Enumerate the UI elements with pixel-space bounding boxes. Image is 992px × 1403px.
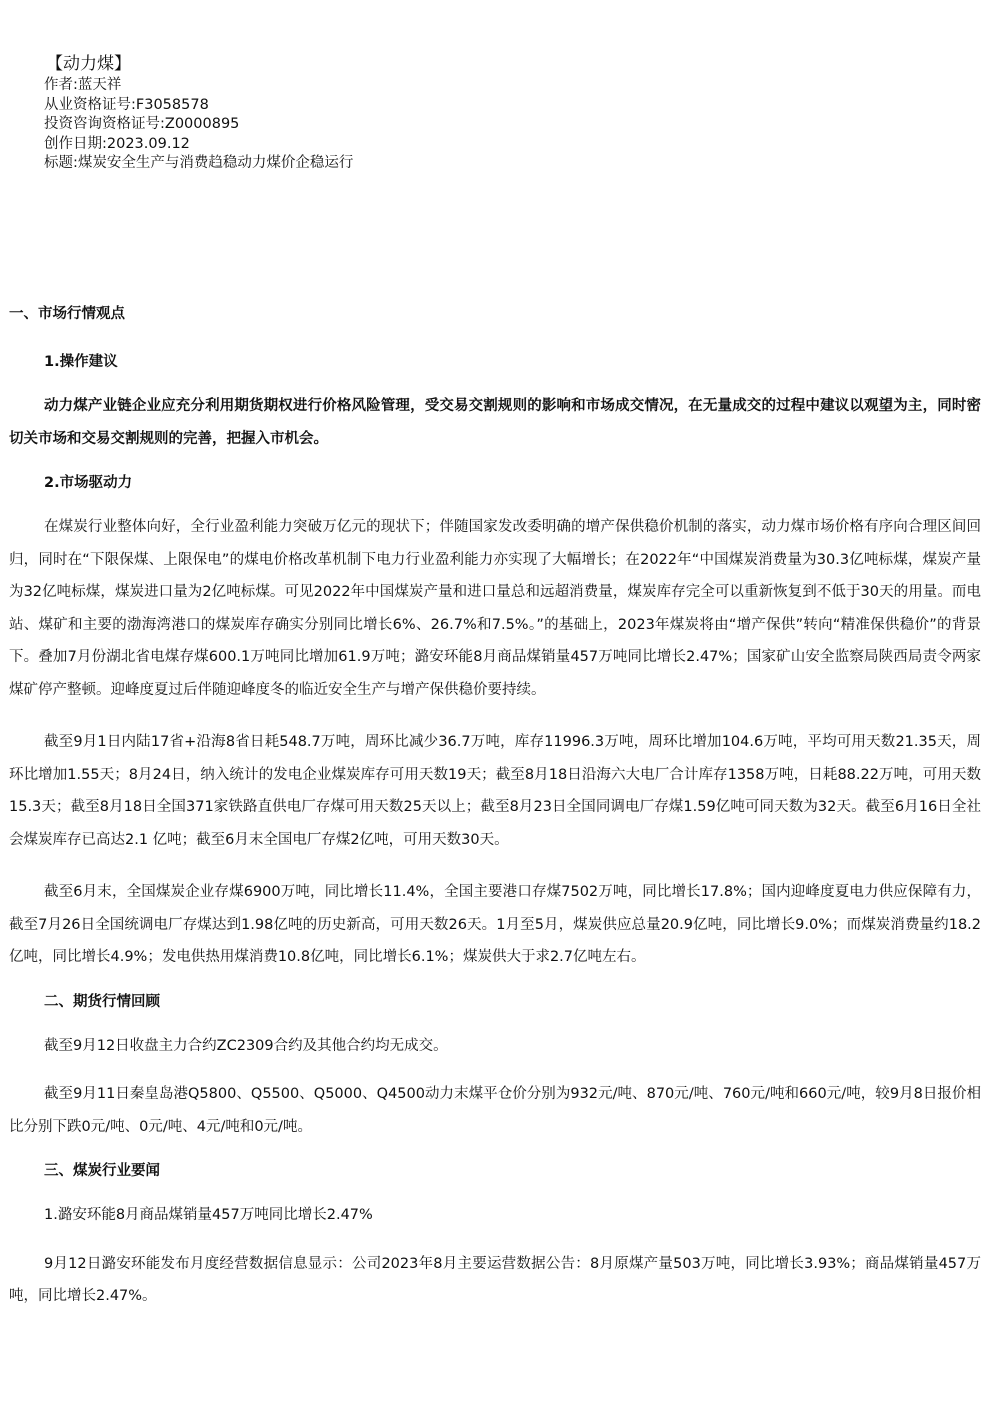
author-line: 作者:蓝天祥 (44, 77, 122, 93)
document-body (9, 302, 981, 1313)
document-header (44, 52, 353, 174)
consulting-cert-line: 投资咨询资格证号:Z0000895 (44, 116, 240, 132)
section-heading-futures-review: 二、期货行情回顾 (44, 993, 160, 1010)
subheading-market-drivers: 2.市场驱动力 (44, 475, 133, 491)
report-title-line: 标题:煤炭安全生产与消费趋稳动力煤价企稳运行 (44, 155, 354, 171)
section-heading-industry-news: 三、煤炭行业要闻 (44, 1163, 160, 1179)
category-tag: 【动力煤】 (46, 54, 131, 74)
futures-review-paragraph-2: 截至9月11日秦皇岛港Q5800、Q5500、Q5000、Q4500动力末煤平仓价分别为932元/吨、870元/吨、760元/吨和660元/吨，较9月8日报价相比分别下跌0元/吨、0元/吨、4元/吨和0元/吨。 (9, 1086, 981, 1135)
subheading-operation-advice: 1.操作建议 (44, 354, 118, 370)
news-item-1-body: 9月12日潞安环能发布月度经营数据信息显示：公司2023年8月主要运营数据公告：8月原煤产量503万吨，同比增长3.93%；商品煤销量457万吨，同比增长2.47%。 (9, 1255, 981, 1304)
section-heading-market-view: 一、市场行情观点 (9, 306, 125, 322)
practice-cert-line: 从业资格证号:F3058578 (44, 96, 209, 113)
market-drivers-paragraph-1: 在煤炭行业整体向好，全行业盈利能力突破万亿元的现状下；伴随国家发改委明确的增产保供稳价机制的落实，动力煤市场价格有序向合理区间回归，同时在“下限保煤、上限保电”的煤电价格改革机制下电力行业盈利能力亦实现了大幅增长；在2022年“中国煤炭消费量为30.3亿吨标煤，煤炭产量为32亿吨标煤，煤炭进口量为2亿吨标煤。可见2022年中国煤炭产量和进口量总和远超消费量，煤炭库存完全可以重新恢复到不低于30天的用量。而电站、煤矿和主要的渤海湾港口的煤炭库存确实分别同比增长6%、26.7%和7.5%。”的基础上，2023年煤炭将由“增产保供”转向“精准保供稳价”的背景下。叠加7月份湖北省电煤存煤600.1万吨同比增加61.9万吨；潞安环能8月商品煤销量457万吨同比增长2.47%；国家矿山安全监察局陕西局责令两家煤矿停产整顿。迎峰度夏过后伴随迎峰度冬的临近安全生产与增产保供稳价要持续。 (9, 519, 981, 698)
operation-advice-paragraph: 动力煤产业链企业应充分利用期货期权进行价格风险管理，受交易交割规则的影响和市场成交情况，在无量成交的过程中建议以观望为主，同时密切关市场和交易交割规则的完善，把握入市机会。 (9, 398, 981, 447)
futures-review-paragraph-1: 截至9月12日收盘主力合约ZC2309合约及其他合约均无成交。 (44, 1037, 448, 1054)
news-item-1-title: 1.潞安环能8月商品煤销量457万吨同比增长2.47% (44, 1207, 373, 1223)
market-drivers-paragraph-2: 截至9月1日内陆17省+沿海8省日耗548.7万吨，周环比减少36.7万吨，库存11996.3万吨，周环比增加104.6万吨，平均可用天数21.35天，周环比增加1.55天；8月24日，纳入统计的发电企业煤炭库存可用天数19天；截至8月18日沿海六大电厂合计库存1358万吨，日耗88.22万吨，可用天数15.3天；截至8月18日全国371家铁路直供电厂存煤可用天数25天以上；截至8月23日全国同调电厂存煤1.59亿吨可同天数为32天。截至6月16日全社会煤炭库存已高达2.1 亿吨；截至6月末全国电厂存煤2亿吨，可用天数30天。 (9, 734, 981, 848)
creation-date-line: 创作日期:2023.09.12 (44, 135, 190, 152)
market-drivers-paragraph-3: 截至6月末，全国煤炭企业存煤6900万吨，同比增长11.4%，全国主要港口存煤7502万吨，同比增长17.8%；国内迎峰度夏电力供应保障有力，截至7月26日全国统调电厂存煤达到1.98亿吨的历史新高，可用天数26天。1月至5月，煤炭供应总量20.9亿吨，同比增长9.0%；而煤炭消费量约18.2亿吨，同比增长4.9%；发电供热用煤消费10.8亿吨，同比增长6.1%；煤炭供大于求2.7亿吨左右。 (9, 884, 982, 965)
